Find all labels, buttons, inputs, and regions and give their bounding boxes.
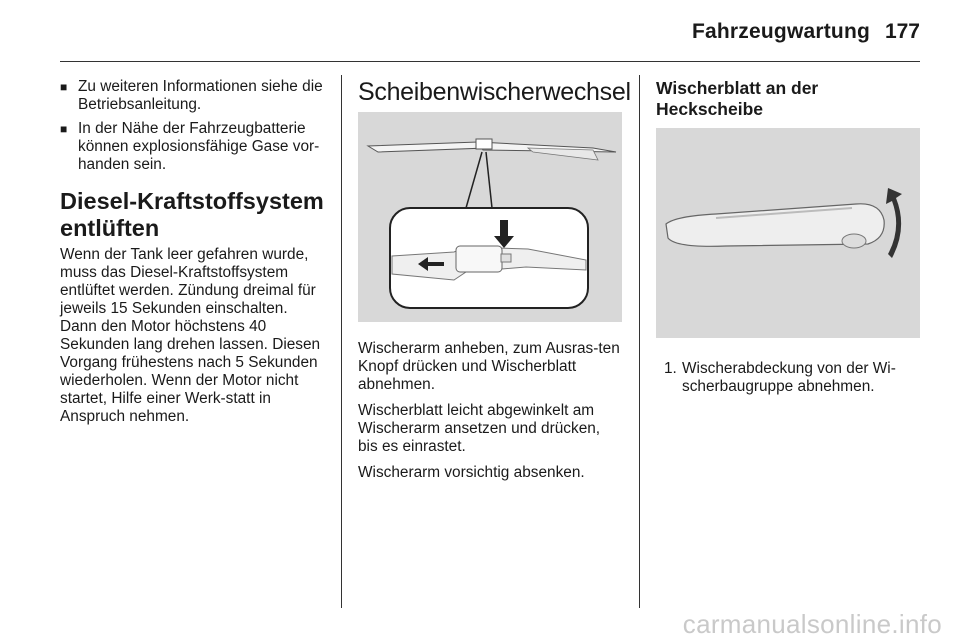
page-number: 177 (884, 20, 920, 43)
section-heading-diesel: Diesel-Kraftstoffsystem entlüften (60, 188, 324, 241)
bullet-text: Zu weiteren Informationen siehe die Betriebsanleitung. (78, 78, 323, 113)
rear-wiper-figure (656, 128, 920, 338)
wiper-blade-figure (358, 112, 622, 322)
bullet-item (60, 78, 328, 114)
step-text: Wischerabdeckung von der Wi-scherbaugruppe abnehmen. (682, 360, 896, 395)
column-divider-2 (639, 75, 640, 608)
step-number: 1. (664, 360, 677, 377)
rear-wiper-steps (656, 360, 920, 396)
column-divider-1 (341, 75, 342, 608)
diesel-body-text: Wenn der Tank leer gefahren wurde, muss das Diesel-Kraftstoffsystem entlüftet werden. Zündung dreimal für jeweils 15 Sekunden einschalten. Dann den Motor höchstens 40 Sekunden lang drehen lassen. Diesen Vorgang frühestens nach 5 Sekunden wiederholen. Wenn der Motor nicht startet, Hilfe einer Werk-statt in Anspruch nehmen. (60, 246, 321, 425)
wiper-instructions (358, 340, 624, 482)
column-2 (358, 78, 631, 490)
bullet-item (60, 120, 328, 174)
section-heading-rear-wiper: Wischerblatt an der Heckscheibe (656, 78, 819, 119)
bullet-list (60, 78, 328, 174)
step-item (656, 360, 920, 396)
watermark: carmanualsonline.info (682, 609, 942, 639)
section-heading-wiper: Scheibenwischerwechsel (358, 78, 631, 106)
rear-wiper-illustration (656, 128, 920, 338)
header-rule (60, 61, 920, 62)
wiper-blade-illustration (358, 112, 622, 322)
wiper-paragraph: Wischerarm anheben, zum Ausras-ten Knopf drücken und Wischerblatt abnehmen. (358, 340, 620, 393)
bullet-square-icon: ■ (60, 80, 68, 94)
column-1 (60, 78, 328, 426)
column-3 (656, 78, 920, 396)
bullet-text: In der Nähe der Fahrzeugbatterie können explosionsfähige Gase vor-handen sein. (78, 120, 320, 173)
page-header-title: Fahrzeugwartung (692, 20, 871, 43)
wiper-paragraph: Wischerarm vorsichtig absenken. (358, 464, 585, 481)
bullet-square-icon: ■ (60, 122, 68, 136)
wiper-paragraph: Wischerblatt leicht abgewinkelt am Wischerarm ansetzen und drücken, bis es einrastet. (358, 402, 601, 455)
